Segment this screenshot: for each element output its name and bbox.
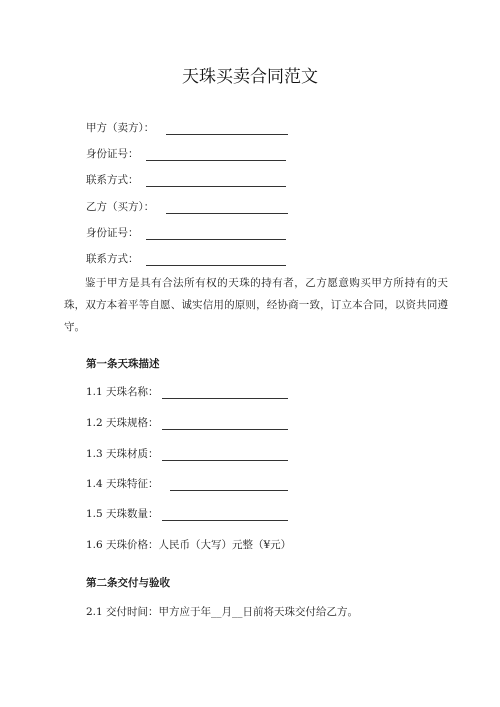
item-text: 天珠材质： (106, 448, 159, 460)
item-number: 1.1 (86, 386, 103, 398)
fill-in-blank[interactable] (166, 123, 288, 135)
fill-in-blank[interactable] (146, 149, 286, 161)
item-number: 1.6 (86, 539, 103, 551)
preamble-paragraph: 鉴于甲方是具有合法所有权的天珠的持有者，乙方愿意购买甲方所持有的天珠，双方本着平等自愿、诚实信用的原则，经协商一致，订立本合同，以资共同遵守。 (64, 277, 448, 333)
item-number: 2.1 (86, 606, 103, 618)
field-label: 联系方式： (86, 174, 139, 186)
field-label: 乙方（买方）： (86, 201, 155, 213)
item-gem-spec (86, 416, 288, 430)
buyer-name-field (86, 200, 288, 214)
seller-name-field (86, 121, 288, 135)
fill-in-blank[interactable] (146, 254, 286, 266)
fill-in-blank[interactable] (146, 175, 286, 187)
item-gem-price (86, 538, 291, 552)
item-text: 交付时间：甲方应于年__月__日前将天珠交付给乙方。 (106, 606, 358, 618)
fill-in-blank[interactable] (166, 202, 288, 214)
field-label: 身份证号： (86, 227, 139, 239)
item-text: 天珠价格：人民币（大写）元整（¥元） (106, 539, 292, 551)
fill-in-blank[interactable] (146, 228, 286, 240)
item-gem-name (86, 385, 288, 399)
field-label: 联系方式： (86, 253, 139, 265)
seller-id-field (86, 147, 286, 161)
field-label: 甲方（卖方）： (86, 122, 155, 134)
fill-in-blank[interactable] (162, 387, 288, 399)
item-text: 天珠特征： (106, 478, 159, 490)
item-gem-material (86, 447, 288, 461)
fill-in-blank[interactable] (170, 479, 288, 491)
seller-contact-field (86, 173, 286, 187)
item-text: 天珠规格： (106, 417, 159, 429)
fill-in-blank[interactable] (162, 449, 288, 461)
item-text: 天珠数量： (106, 508, 159, 520)
item-gem-features (86, 477, 288, 491)
item-number: 1.4 (86, 478, 103, 490)
buyer-contact-field (86, 252, 286, 266)
item-text: 天珠名称： (106, 386, 159, 398)
section-heading: 第二条交付与验收 (86, 577, 170, 589)
buyer-id-field (86, 226, 286, 240)
section-heading: 第一条天珠描述 (86, 358, 160, 370)
item-gem-quantity (86, 507, 288, 521)
item-number: 1.5 (86, 508, 103, 520)
fill-in-blank[interactable] (162, 418, 288, 430)
item-number: 1.3 (86, 448, 103, 460)
field-label: 身份证号： (86, 148, 139, 160)
fill-in-blank[interactable] (162, 509, 288, 521)
item-number: 1.2 (86, 417, 103, 429)
item-delivery-time (86, 605, 358, 619)
document-title: 天珠买卖合同范文 (182, 67, 318, 87)
